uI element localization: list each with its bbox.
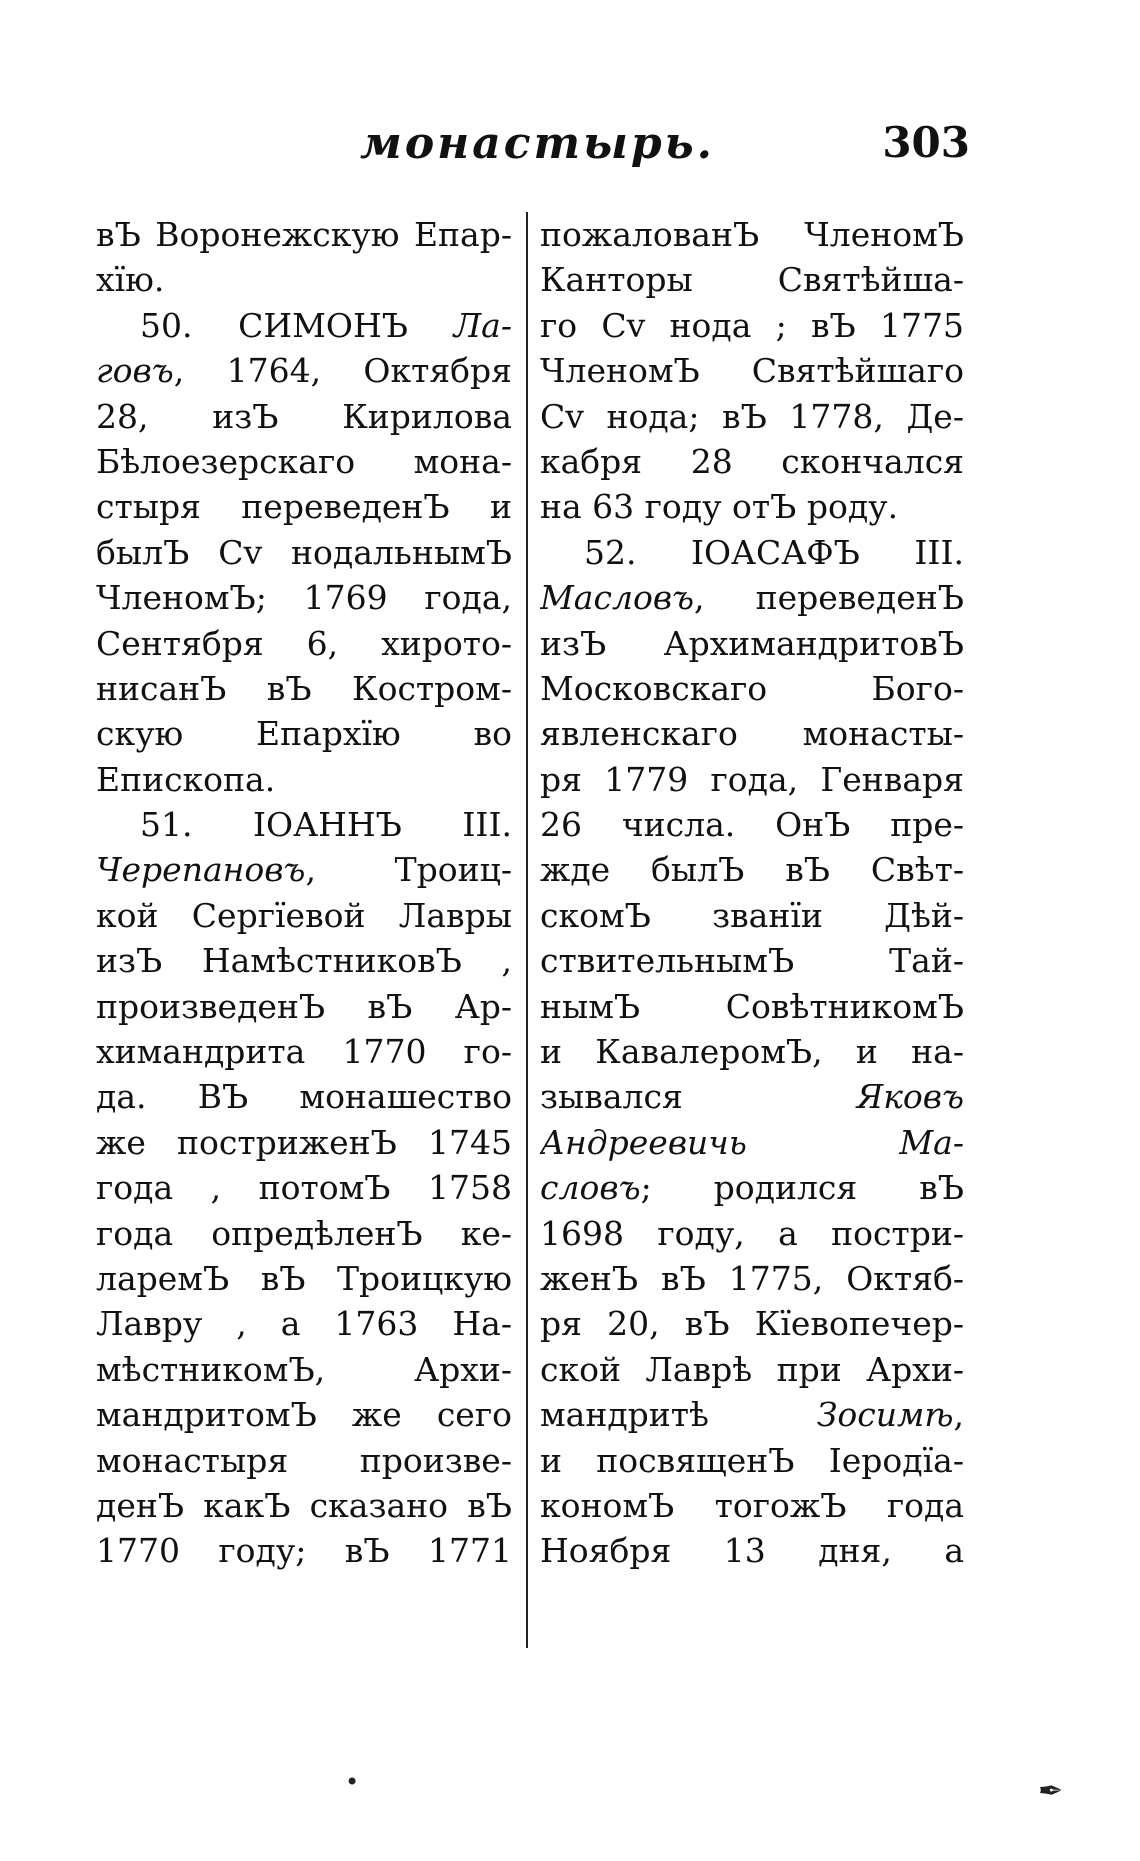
left-column-line [96,1211,512,1256]
text-run: же постриженЪ 1745 [96,1122,512,1162]
text-run: кабря 28 скончался [540,441,964,481]
right-column-line [540,303,964,348]
text-run: мѣстникомЪ, Архи- [96,1349,512,1389]
text-run: женЪ вЪ 1775, Октяб- [540,1258,964,1298]
right-column-line [540,212,964,257]
right-column-line [540,530,964,575]
right-column-line [540,1301,964,1346]
text-run: , 1764, Октября [173,351,512,391]
left-column-line [96,1483,512,1528]
left-column-line [96,1347,512,1392]
text-run: ствительнымЪ Тай- [540,941,964,981]
right-column-line [540,802,964,847]
left-column-line [96,1392,512,1437]
italic-name-text: Андреевичь Ма- [540,1122,964,1162]
text-run: года опредѣленЪ ке- [96,1213,512,1253]
text-run: 52. IОАСАФЪ III. [584,532,964,572]
text-run: 26 числа. ОнЪ пре- [540,805,964,845]
left-column-line [96,621,512,666]
right-column-line [540,1074,964,1119]
text-run: зывался [540,1077,857,1117]
text-run: Лавру , а 1763 На- [96,1304,512,1344]
text-run: скую Епархїю во [96,714,512,754]
text-run: ря 1779 года, Генваря [540,759,964,799]
text-run: монастыря произве- [96,1440,512,1480]
italic-name-text: словъ [540,1168,641,1208]
text-run: ря 20, вЪ Кїевопечер- [540,1304,964,1344]
text-run: го Сv нода ; вЪ 1775 [540,305,964,345]
right-column-line [540,484,964,529]
text-run: мандритѣ [540,1395,817,1435]
left-column-line [96,1256,512,1301]
italic-name-text: Масловъ [540,578,695,618]
left-column-line [96,303,512,348]
text-run: произведенЪ вЪ Ар- [96,986,512,1026]
left-column-line [96,530,512,575]
text-run: Сентября 6, хирото- [96,623,512,663]
text-run: , переведенЪ [694,578,964,618]
right-column-line [540,1165,964,1210]
right-column-line [540,757,964,802]
text-run: на 63 году отЪ роду. [540,487,899,527]
left-column-line [96,1528,512,1573]
left-column [96,212,512,1574]
left-column-line [96,757,512,802]
ink-speck-decoration: • [345,1768,360,1796]
left-column-line [96,1029,512,1074]
right-column-line [540,257,964,302]
right-column-line [540,439,964,484]
right-column-line [540,1211,964,1256]
left-column-line [96,802,512,847]
right-column-line [540,1438,964,1483]
text-run: былЪ Сv нодальнымЪ [96,532,512,572]
text-run: явленскаго монасты- [540,714,964,754]
text-run: денЪ какЪ сказано вЪ [96,1485,512,1525]
text-run: кой Сергїевой Лавры [96,895,512,935]
left-column-line [96,348,512,393]
text-run: нымЪ СовѣтникомЪ [540,986,964,1026]
left-column-line [96,666,512,711]
italic-name-text: Яковъ [856,1077,964,1117]
text-run: хїю. [96,260,165,300]
text-run: кономЪ тогожЪ года [540,1485,964,1525]
left-column-line [96,1438,512,1483]
text-run: Епископа. [96,759,276,799]
right-column-line [540,1256,964,1301]
text-run: , Троиц- [305,850,512,890]
text-run: ; родился вЪ [640,1168,964,1208]
right-column-line [540,621,964,666]
text-run: химандрита 1770 го- [96,1032,512,1072]
left-column-line [96,984,512,1029]
text-run: , [953,1395,964,1435]
left-column-line [96,938,512,983]
right-column-line [540,893,964,938]
text-run: ларемЪ вЪ Троицкую [96,1258,512,1298]
text-run: стыря переведенЪ и [96,487,512,527]
text-run: ЧленомЪ; 1769 года, [96,578,512,618]
text-run: ской Лаврѣ при Архи- [540,1349,964,1389]
right-column-line [540,938,964,983]
column-divider [526,212,528,1648]
left-column-line [96,893,512,938]
left-column-line [96,711,512,756]
text-run: да. ВЪ монашество [96,1077,512,1117]
right-column-line [540,847,964,892]
right-column-line [540,1483,964,1528]
italic-name-text: Ла- [453,305,512,345]
right-column-line [540,1347,964,1392]
text-run: 1770 году; вЪ 1771 [96,1531,512,1571]
text-run: Ноября 13 дня, а [540,1531,964,1571]
left-column-line [96,484,512,529]
text-run: пожалованЪ ЧленомЪ [540,215,964,254]
left-column-line [96,394,512,439]
left-column-line [96,847,512,892]
text-run: изЪ НамѣстниковЪ , [96,941,512,981]
left-column-line [96,1120,512,1165]
right-column-line [540,666,964,711]
right-column-line [540,575,964,620]
right-column-line [540,1120,964,1165]
text-run: 1698 году, а постри- [540,1213,964,1253]
text-run: Сv нода; вЪ 1778, Де- [540,396,964,436]
left-column-line [96,1301,512,1346]
text-run: и посвященЪ Iеродїа- [540,1440,964,1480]
left-column-line [96,212,512,257]
right-column [540,212,964,1574]
page-number: 303 [882,118,970,167]
left-column-line [96,257,512,302]
text-run: 28, изЪ Кирилова [96,396,512,436]
text-run: жде былЪ вЪ Свѣт- [540,850,964,890]
right-column-line [540,984,964,1029]
text-run: 50. СИМОНЪ [140,305,454,345]
right-column-line [540,1029,964,1074]
right-column-line [540,1528,964,1573]
text-run: мандритомЪ же сего [96,1395,512,1435]
text-run: и КавалеромЪ, и на- [540,1032,964,1072]
italic-name-text: говъ [96,351,174,391]
italic-name-text: Черепановъ [96,850,306,890]
text-run: года , потомЪ 1758 [96,1168,512,1208]
text-run: вЪ Воронежскую Епар- [96,215,512,254]
right-column-line [540,1392,964,1437]
text-run: Бѣлоезерскаго мона- [96,441,512,481]
right-column-line [540,348,964,393]
text-run: нисанЪ вЪ Костром- [96,668,512,708]
left-column-line [96,1074,512,1119]
right-column-line [540,711,964,756]
text-run: изЪ АрхимандритовЪ [540,623,964,663]
quill-mark-decoration: ✒ [1038,1774,1064,1809]
running-head: монастырь. [360,118,715,169]
text-run: 51. IОАННЪ III. [140,805,512,845]
text-run: скомЪ званїи Дѣй- [540,895,964,935]
text-run: ЧленомЪ Святѣйшаго [540,351,964,391]
italic-name-text: Зосимѣ [816,1395,954,1435]
left-column-line [96,1165,512,1210]
right-column-line [540,394,964,439]
left-column-line [96,439,512,484]
left-column-line [96,575,512,620]
text-run: Канторы Святѣйша- [540,260,964,300]
text-run: Московскаго Бого- [540,668,964,708]
